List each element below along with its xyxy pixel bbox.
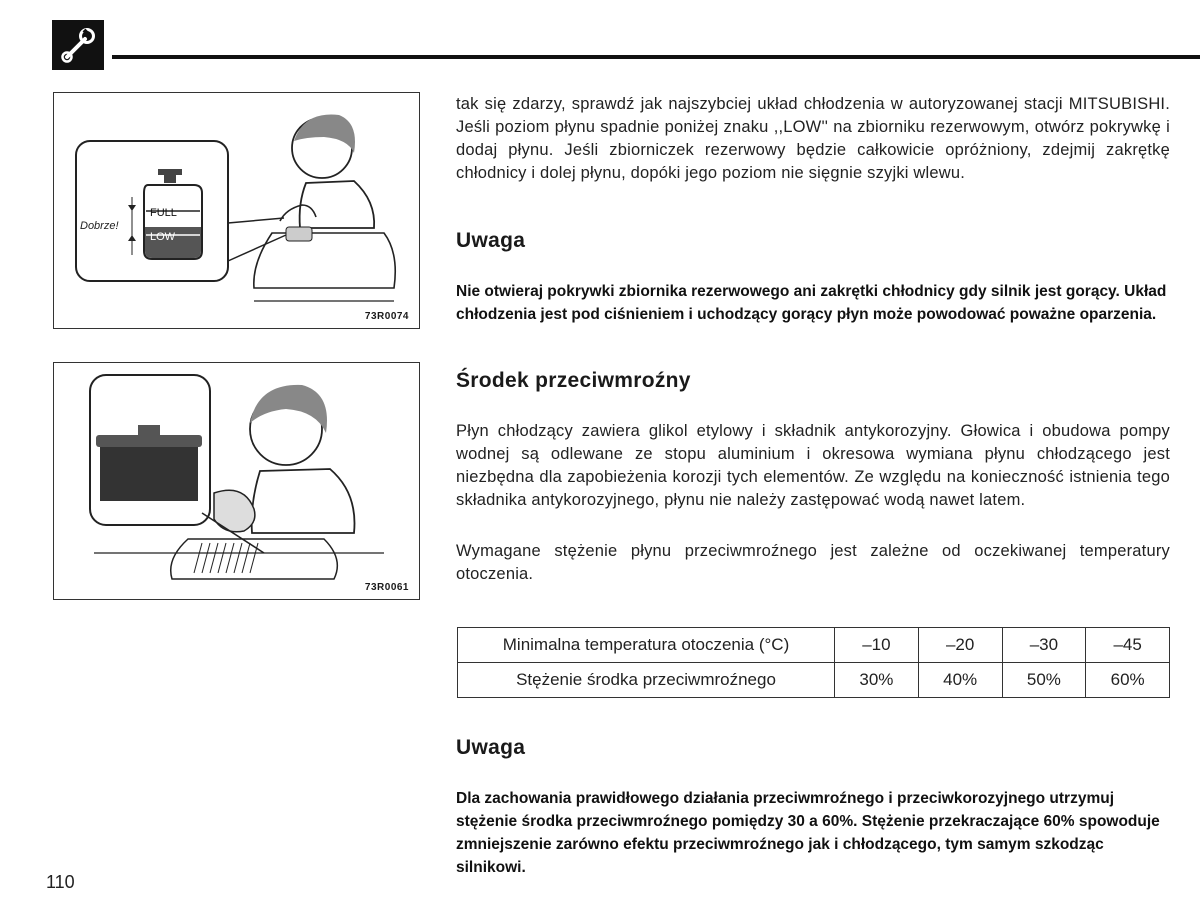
figure-reserve-tank (53, 92, 420, 329)
table-cell: –45 (1086, 628, 1170, 663)
table-cell: –10 (835, 628, 919, 663)
table-row-label: Stężenie środka przeciwmroźnego (458, 663, 835, 698)
reserve-tank-illustration (54, 93, 419, 328)
heading-antifreeze: Środek przeciwmroźny (456, 369, 691, 392)
table-cell: 60% (1086, 663, 1170, 698)
warning-hot-engine: Nie otwieraj pokrywki zbiornika rezerwowego ani zakrętki chłodnicy gdy silnik jest gorący. Układ chłodzenia jest pod ciśnieniem i uchodzący gorący płyn może powodować poważne oparzenia. (456, 283, 1167, 323)
table-cell: 40% (918, 663, 1002, 698)
concentration-table (457, 627, 1170, 698)
paragraph-coolant-refill: tak się zdarzy, sprawdź jak najszybciej układ chłodzenia w autoryzowanej stacji MITSUBISHI. Jeśli poziom płynu spadnie poniżej znaku ,,LOW'' na zbiorniku rezerwowym, otwórz pokrywkę i dodaj płynu. Jeśli zbiorniczek rezerwowy będzie całkowicie opróżniony, zdejmij zakrętkę chłodnicy i dolej płynu, dopóki jego poziom nie sięgnie szyjki wlewu. (456, 95, 1170, 182)
paragraph-antifreeze-concentration: Wymagane stężenie płynu przeciwmroźnego jest zależne od oczekiwanej temperatury otoczenia. (456, 542, 1170, 583)
table-cell: 30% (835, 663, 919, 698)
wrench-icon (52, 20, 104, 70)
figure-code: 73R0061 (364, 582, 409, 593)
header-rule (112, 55, 1200, 59)
table-row-label: Minimalna temperatura otoczenia (°C) (458, 628, 835, 663)
low-mark: LOW (150, 231, 176, 243)
page-number: 110 (46, 872, 75, 892)
paragraph-antifreeze-composition: Płyn chłodzący zawiera glikol etylowy i składnik antykorozyjny. Głowica i obudowa pompy wodnej są odlewane ze stopu aluminium i okresowa wymiana płynu chłodzącego jest niezbędna dla zapobieżenia korozji tych elementów. Ze względu na konieczność istnienia tego składnika antykorozyjnego, płynu nie należy zastępować wodą nawet latem. (456, 422, 1170, 509)
table-row-concentration (458, 663, 1170, 698)
heading-caution: Uwaga (456, 229, 526, 252)
table-cell: –20 (918, 628, 1002, 663)
radiator-illustration (54, 363, 419, 599)
figure-radiator (53, 362, 420, 600)
dobrze-label: Dobrze! (80, 220, 119, 232)
table-cell: 50% (1002, 663, 1086, 698)
warning-concentration: Dla zachowania prawidłowego działania przeciwmroźnego i przeciwkorozyjnego utrzymuj stężenie środka przeciwmroźnego pomiędzy 30 a 60%. Stężenie przekraczające 60% spowoduje zmniejszenie zarówno efektu przeciwmroźnego jak i chłodzącego, tym samym szkodząc silnikowi. (456, 790, 1160, 876)
full-mark: FULL (150, 207, 177, 219)
heading-caution: Uwaga (456, 736, 526, 759)
figure-code: 73R0074 (364, 311, 409, 322)
table-cell: –30 (1002, 628, 1086, 663)
table-row-temperature (458, 628, 1170, 663)
